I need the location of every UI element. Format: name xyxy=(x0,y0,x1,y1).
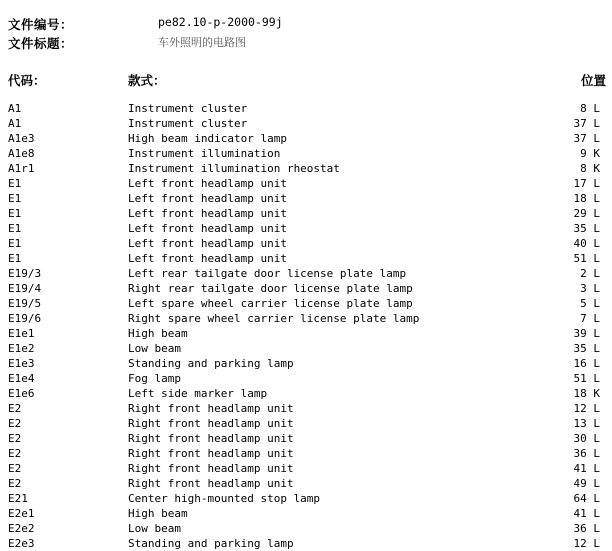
component-code: E2 xyxy=(8,462,22,475)
table-row xyxy=(8,356,608,371)
component-code: E2 xyxy=(8,432,22,445)
component-position: 12 L xyxy=(573,537,600,550)
component-description: Right front headlamp unit xyxy=(128,447,294,460)
table-row xyxy=(8,401,608,416)
component-code: E2 xyxy=(8,417,22,430)
component-code: E19/6 xyxy=(8,312,42,325)
component-description: High beam xyxy=(128,327,188,340)
component-position: 51 L xyxy=(573,372,600,385)
component-code: E1e2 xyxy=(8,342,35,355)
component-code: E21 xyxy=(8,492,28,505)
table-row xyxy=(8,251,608,266)
table-row xyxy=(8,491,608,506)
component-position: 18 K xyxy=(573,387,600,400)
component-code: A1r1 xyxy=(8,162,35,175)
component-position: 7 L xyxy=(580,312,600,325)
component-position: 41 L xyxy=(573,507,600,520)
component-description: Instrument cluster xyxy=(128,102,248,115)
component-position: 39 L xyxy=(573,327,600,340)
component-position: 9 K xyxy=(580,147,600,160)
component-description: High beam indicator lamp xyxy=(128,132,287,145)
component-position: 35 L xyxy=(573,342,600,355)
component-position: 35 L xyxy=(573,222,600,235)
table-row xyxy=(8,431,608,446)
component-description: Left front headlamp unit xyxy=(128,177,287,190)
component-position: 3 L xyxy=(580,282,600,295)
component-code: E2 xyxy=(8,402,22,415)
table-row xyxy=(8,221,608,236)
component-position: 64 L xyxy=(573,492,600,505)
component-position: 8 L xyxy=(580,102,600,115)
table-row xyxy=(8,416,608,431)
component-code: A1 xyxy=(8,102,22,115)
table-row xyxy=(8,131,608,146)
table-row xyxy=(8,236,608,251)
component-code: E1 xyxy=(8,192,22,205)
table-row xyxy=(8,161,608,176)
component-description: Left spare wheel carrier license plate lamp xyxy=(128,297,413,310)
column-header-position: 位置 xyxy=(580,73,606,88)
document-title-value: 车外照明的电路图 xyxy=(158,36,246,49)
component-description: Fog lamp xyxy=(128,372,181,385)
component-description: Standing and parking lamp xyxy=(128,357,294,370)
component-position: 16 L xyxy=(573,357,600,370)
component-code: E19/3 xyxy=(8,267,42,280)
component-code: E1e1 xyxy=(8,327,35,340)
document-number-value: pe82.10-p-2000-99j xyxy=(158,15,283,29)
component-position: 12 L xyxy=(573,402,600,415)
component-code: E1e4 xyxy=(8,372,35,385)
component-position: 8 K xyxy=(580,162,600,175)
component-position: 36 L xyxy=(573,522,600,535)
component-code: E1e3 xyxy=(8,357,35,370)
component-description: Right front headlamp unit xyxy=(128,402,294,415)
table-row xyxy=(8,191,608,206)
component-code: E1 xyxy=(8,252,22,265)
component-position: 17 L xyxy=(573,177,600,190)
component-table xyxy=(8,101,608,551)
table-row xyxy=(8,146,608,161)
table-row xyxy=(8,521,608,536)
table-row xyxy=(8,371,608,386)
component-description: Left front headlamp unit xyxy=(128,207,287,220)
component-position: 40 L xyxy=(573,237,600,250)
component-code: E2 xyxy=(8,447,22,460)
component-position: 37 L xyxy=(573,117,600,130)
component-description: Left rear tailgate door license plate lamp xyxy=(128,267,407,280)
table-row xyxy=(8,116,608,131)
table-row xyxy=(8,476,608,491)
component-position: 36 L xyxy=(573,447,600,460)
component-description: Left front headlamp unit xyxy=(128,237,287,250)
document-title-row xyxy=(8,34,608,50)
component-position: 2 L xyxy=(580,267,600,280)
component-position: 18 L xyxy=(573,192,600,205)
component-code: E1 xyxy=(8,237,22,250)
component-position: 29 L xyxy=(573,207,600,220)
component-description: Right rear tailgate door license plate lamp xyxy=(128,282,413,295)
component-position: 5 L xyxy=(580,297,600,310)
component-description: Low beam xyxy=(128,522,181,535)
component-code: E2e1 xyxy=(8,507,35,520)
component-position: 37 L xyxy=(573,132,600,145)
table-row xyxy=(8,206,608,221)
table-row xyxy=(8,281,608,296)
column-header-model: 款式： xyxy=(128,73,166,88)
component-code: E1 xyxy=(8,207,22,220)
table-header xyxy=(8,71,608,89)
component-description: Right front headlamp unit xyxy=(128,432,294,445)
component-description: Right front headlamp unit xyxy=(128,477,294,490)
component-description: Left front headlamp unit xyxy=(128,192,287,205)
component-code: A1e8 xyxy=(8,147,35,160)
component-code: E19/4 xyxy=(8,282,42,295)
component-position: 30 L xyxy=(573,432,600,445)
component-description: Standing and parking lamp xyxy=(128,537,294,550)
component-description: Left front headlamp unit xyxy=(128,252,287,265)
table-row xyxy=(8,461,608,476)
component-code: E2 xyxy=(8,477,22,490)
document-number-row xyxy=(8,15,608,31)
table-row xyxy=(8,446,608,461)
component-description: Left side marker lamp xyxy=(128,387,268,400)
table-row xyxy=(8,101,608,116)
table-row xyxy=(8,296,608,311)
component-description: Right front headlamp unit xyxy=(128,417,294,430)
component-description: Left front headlamp unit xyxy=(128,222,287,235)
table-row xyxy=(8,341,608,356)
document-number-label: 文件编号： xyxy=(8,17,74,32)
component-code: E1 xyxy=(8,222,22,235)
component-position: 49 L xyxy=(573,477,600,490)
table-row xyxy=(8,176,608,191)
component-description: Right front headlamp unit xyxy=(128,462,294,475)
component-code: E1 xyxy=(8,177,22,190)
table-row xyxy=(8,326,608,341)
component-description: Instrument illumination rheostat xyxy=(128,162,340,175)
component-code: E1e6 xyxy=(8,387,35,400)
component-description: Low beam xyxy=(128,342,181,355)
component-description: Center high-mounted stop lamp xyxy=(128,492,321,505)
component-description: Right spare wheel carrier license plate lamp xyxy=(128,312,420,325)
column-header-code: 代码： xyxy=(8,73,46,88)
component-description: Instrument cluster xyxy=(128,117,248,130)
component-code: A1e3 xyxy=(8,132,35,145)
component-position: 13 L xyxy=(573,417,600,430)
component-position: 51 L xyxy=(573,252,600,265)
table-row xyxy=(8,386,608,401)
document-title-label: 文件标题： xyxy=(8,36,74,51)
component-code: A1 xyxy=(8,117,22,130)
component-code: E2e3 xyxy=(8,537,35,550)
component-code: E2e2 xyxy=(8,522,35,535)
component-description: High beam xyxy=(128,507,188,520)
table-row xyxy=(8,266,608,281)
table-row xyxy=(8,506,608,521)
component-code: E19/5 xyxy=(8,297,42,310)
component-description: Instrument illumination xyxy=(128,147,281,160)
table-row xyxy=(8,311,608,326)
component-position: 41 L xyxy=(573,462,600,475)
